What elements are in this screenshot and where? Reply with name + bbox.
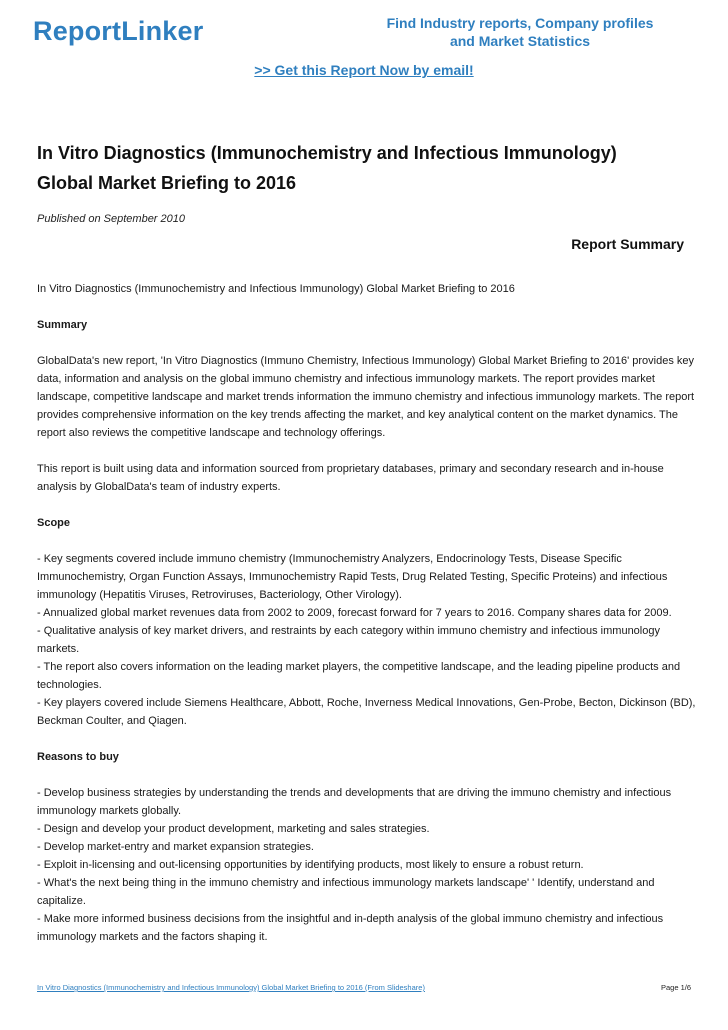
- reason-item: - Develop business strategies by understanding the trends and developments that are driving the immuno chemistry and infectious immunology markets globally.: [37, 787, 672, 817]
- summary-text: GlobalData's new report, 'In Vitro Diagnostics (Immuno Chemistry, Infectious Immunology) Global Market Briefing to 2016' provides key data, information and analysis on the global immuno chemistry and infectious immunology markets. The report provides market landscape, competitive landscape and market trends information the immuno chemistry and infectious immunology markets. The report provides comprehensive information on the key trends affecting the market, and key analytical content on the market dynamics. The report also reviews the competitive landscape and technology offerings.: [37, 355, 695, 439]
- report-title-line-2: Global Market Briefing to 2016: [37, 173, 297, 193]
- reason-item: - Make more informed business decisions from the insightful and in-depth analysis of the global immuno chemistry and infectious immunology markets and the factors shaping it.: [37, 913, 664, 943]
- tagline: [380, 14, 660, 50]
- scope-item: - Annualized global market revenues data from 2002 to 2009, forecast forward for 7 years to 2016. Company shares data for 2009.: [37, 607, 672, 619]
- reason-item: - What's the next being thing in the immuno chemistry and infectious immunology markets landscape' ' Identify, understand and capitalize.: [37, 877, 655, 907]
- scope-heading: Scope: [37, 517, 71, 529]
- report-summary-heading: Report Summary: [571, 236, 684, 252]
- reason-item: - Develop market-entry and market expansion strategies.: [37, 841, 314, 853]
- scope-item: - Key players covered include Siemens Healthcare, Abbott, Roche, Inverness Medical Innovations, Gen-Probe, Becton, Dickinson (BD), Beckman Coulter, and Qiagen.: [37, 697, 696, 727]
- get-report-link[interactable]: >> Get this Report Now by email!: [254, 62, 474, 78]
- report-body: [37, 280, 697, 964]
- scope-item: - Qualitative analysis of key market drivers, and restraints by each category within immuno chemistry and infectious immunology markets.: [37, 625, 660, 655]
- report-title-line-1: In Vitro Diagnostics (Immunochemistry and Infectious Immunology): [37, 143, 617, 163]
- published-date: Published on September 2010: [37, 213, 185, 225]
- summary-heading: Summary: [37, 319, 88, 331]
- page-number: Page 1/6: [660, 983, 691, 992]
- scope-item: - The report also covers information on the leading market players, the competitive landscape, and the leading pipeline products and technologies.: [37, 661, 681, 691]
- footer-source-link[interactable]: In Vitro Diagnostics (Immunochemistry and Infectious Immunology) Global Market Briefing to 2016 (From Slideshare): [37, 983, 425, 992]
- tagline-line-2: and Market Statistics: [449, 33, 591, 49]
- footer: [37, 983, 691, 992]
- reasons-heading: Reasons to buy: [37, 751, 119, 763]
- tagline-line-1: Find Industry reports, Company profiles: [386, 15, 654, 31]
- reason-item: - Design and develop your product development, marketing and sales strategies.: [37, 823, 430, 835]
- scope-item: - Key segments covered include immuno chemistry (Immunochemistry Analyzers, Endocrinology Tests, Disease Specific Immunochemistry, Organ Function Assays, Immunochemistry Rapid Tests, Drug Related Testing, Specific Proteins) and infectious immunology (Hepatitis Viruses, Retroviruses, Bacteriology, Other Virology).: [37, 553, 668, 601]
- reason-item: - Exploit in-licensing and out-licensing opportunities by identifying products, most likely to ensure a robust return.: [37, 859, 584, 871]
- intro-text: In Vitro Diagnostics (Immunochemistry and Infectious Immunology) Global Market Briefing to 2016: [37, 283, 515, 295]
- source-text: This report is built using data and information sourced from proprietary databases, primary and secondary research and in-house analysis by GlobalData's team of industry experts.: [37, 463, 664, 493]
- reasons-list: [37, 784, 697, 946]
- report-title: [37, 138, 697, 198]
- reportlinker-logo[interactable]: ReportLinker: [33, 16, 204, 46]
- scope-list: [37, 550, 697, 730]
- header: [0, 0, 728, 90]
